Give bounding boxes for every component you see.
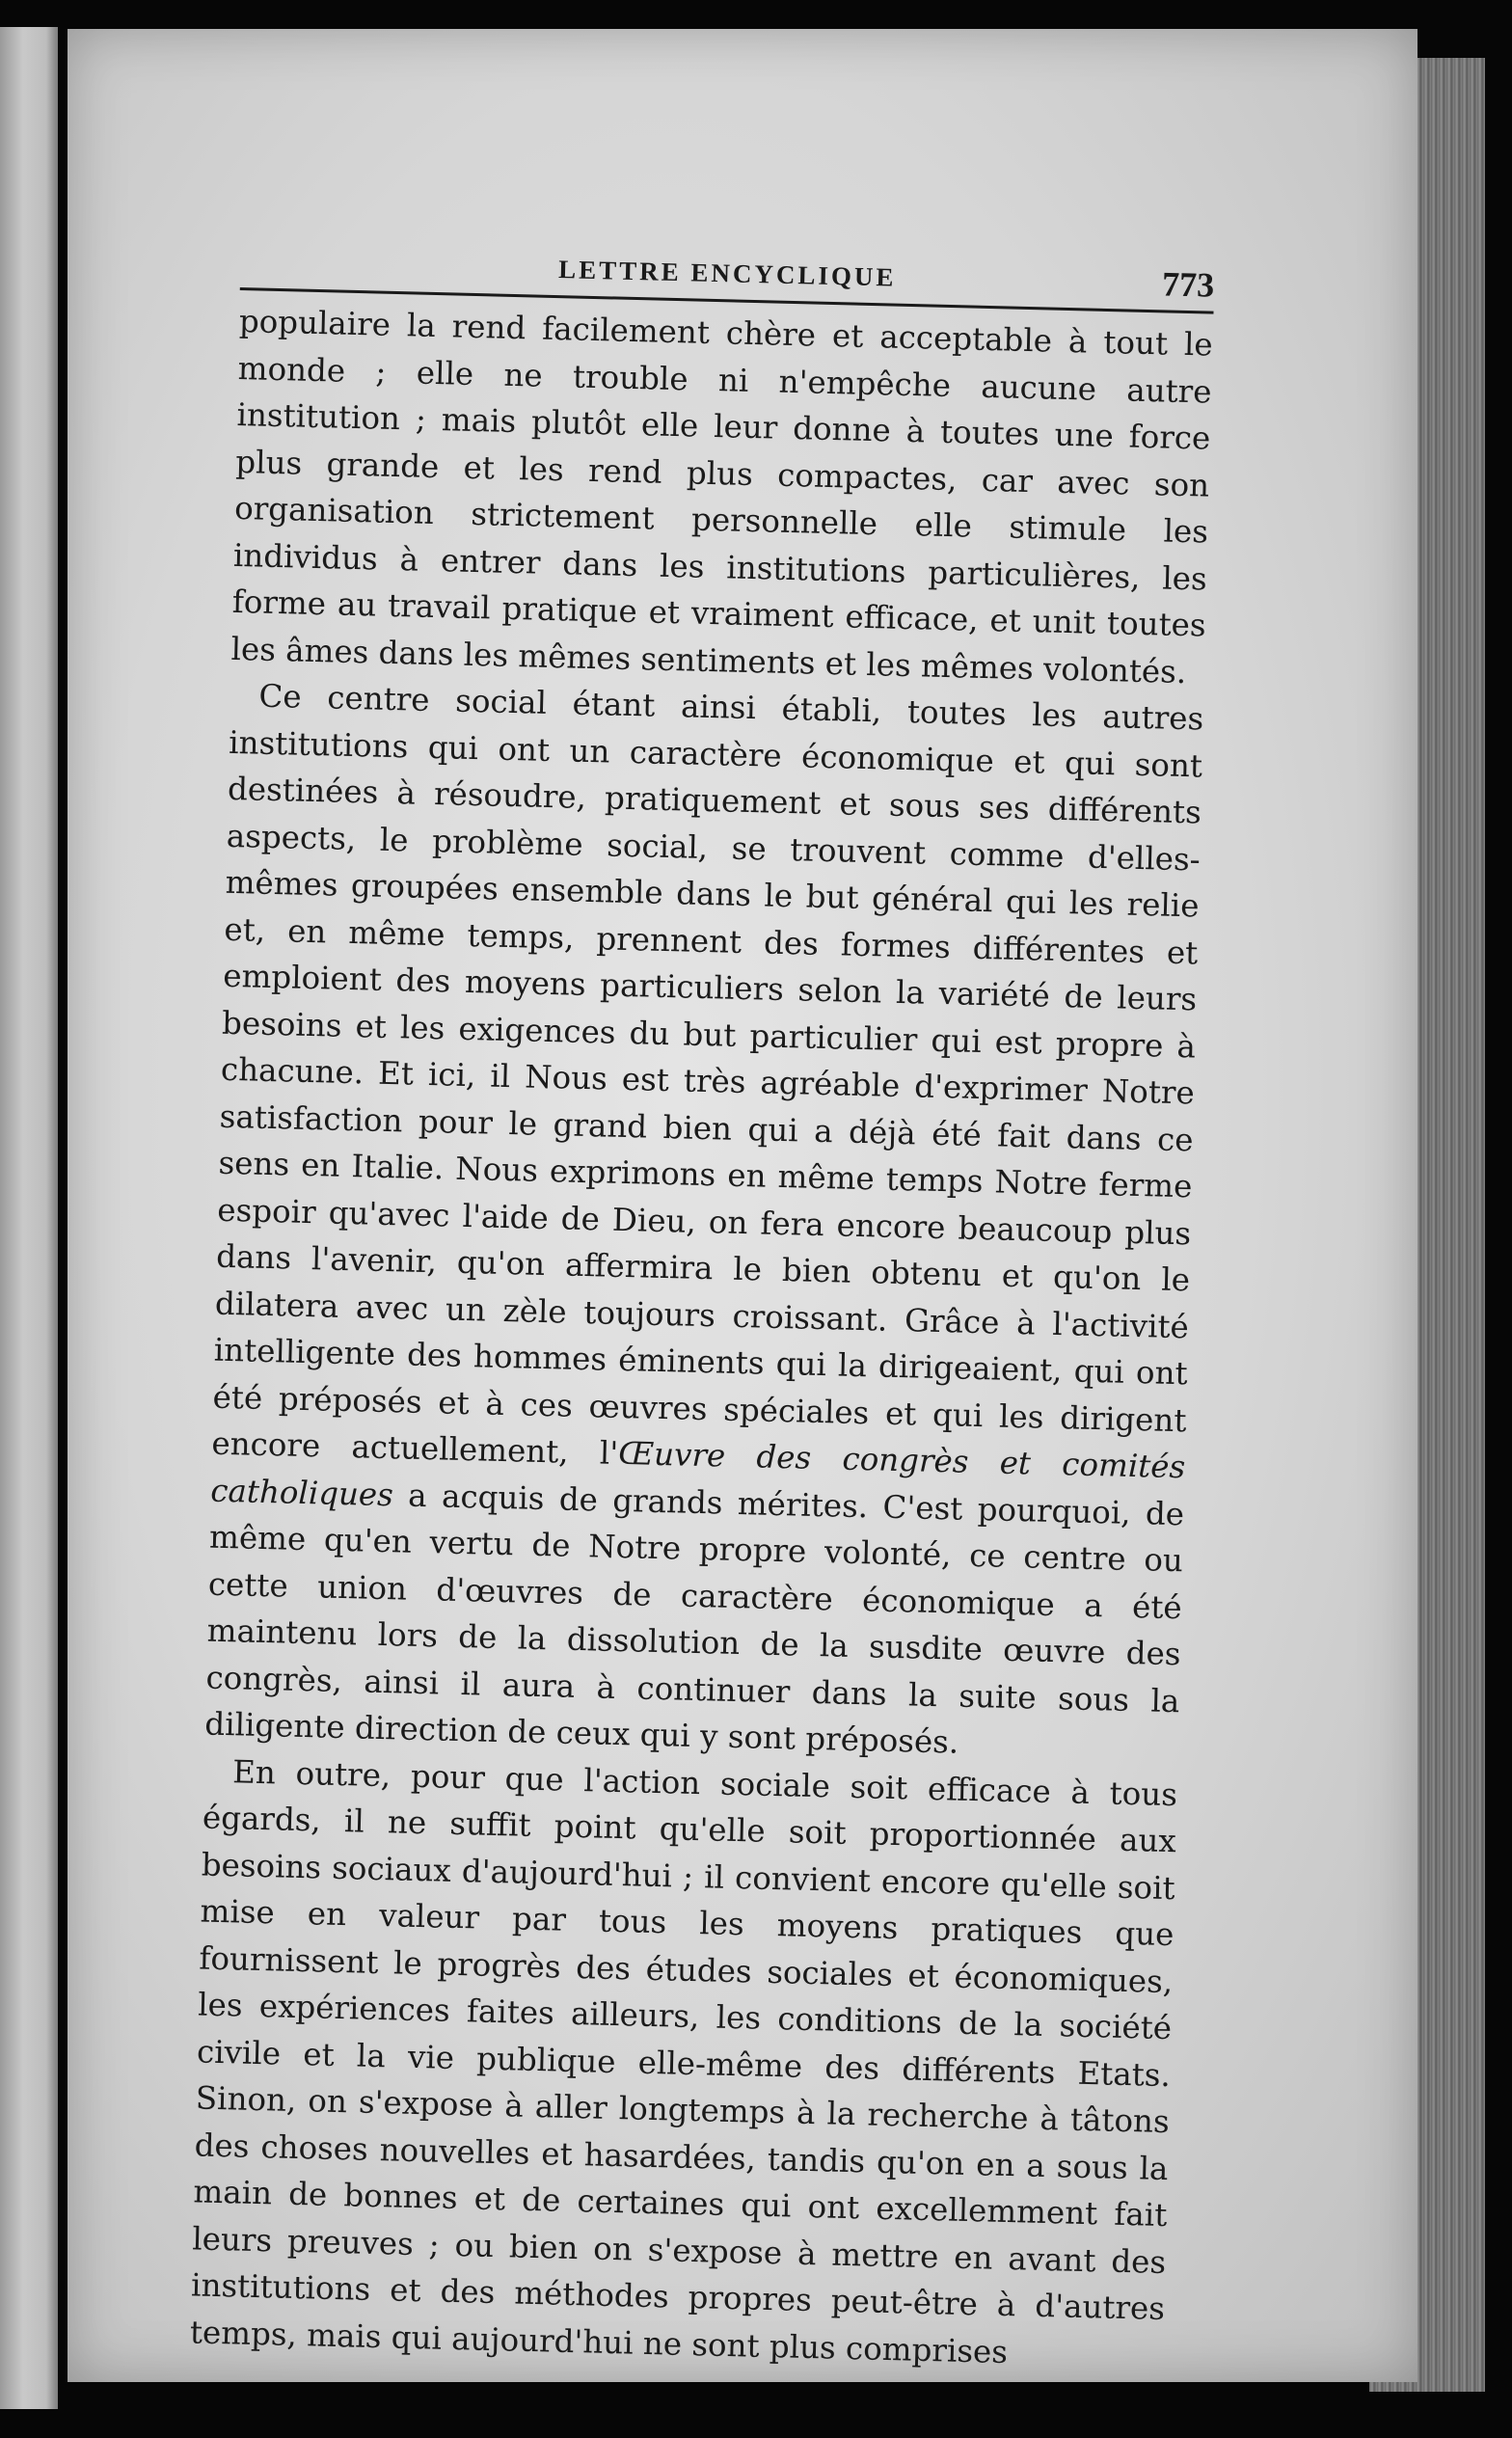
previous-page-edge (0, 27, 58, 2409)
paragraph-3-text: En outre, pour que l'action sociale soit efficace à tous égards, il ne suffit point qu'elle soit proportionnée aux besoins sociaux d'aujourd'hui ; il convient encore qu'elle soit mise en valeur par tous les moyens pratiques que fournissent le progrès des études sociales et économiques, les expériences faites ailleurs, les conditions de la société civile et la vie publique elle-même des différents Etats. Sinon, on s'expose à aller longtemps à la recherche à tâtons des choses nouvelles et hasardées, tandis qu'on en a sous la main de bonnes et de certaines qui ont excellemment fait leurs preuves ; ou bien on s'expose à mettre en avant des institutions et des méthodes propres peut-être à d'autres temps, mais qui aujourd'hui ne sont plus comprises (189, 1752, 1178, 2370)
paragraph-2-text: Ce centre social étant ainsi établi, toutes les autres institutions qui ont un caractère économique et qui sont destinées à résoudre, pratiquement et sous ses différents aspects, le problème social, se trouvent comme d'elles-mêmes groupées ensemble dans le but général qui les relie et, en même temps, prennent des formes différentes et emploient des moyens particuliers selon la variété de leurs besoins et les exigences du but particulier qui est propre à chacune. Et ici, il Nous est très agréable d'exprimer Notre satisfaction pour le grand bien qui a déjà été fait dans ce sens en Italie. Nous exprimons en même temps Notre ferme espoir qu'avec l'aide de Dieu, on fera encore beaucoup plus dans l'avenir, qu'on affermira le bien obtenu et qu'on le dilatera avec un zèle toujours croissant. Grâce à l'activité intelligente des hommes éminents qui la dirigeaient, qui ont été préposés et à ces œuvres spéciales et qui les dirigent encore actuellement, l' (211, 677, 1204, 1472)
body-text (189, 298, 1213, 2379)
work-title-italic: Œuvre des congrès et comités catholiques (209, 1434, 1186, 1513)
paragraph-en-outre (189, 1747, 1177, 2379)
paragraph-centre-social (204, 672, 1204, 1772)
running-title: LETTRE ENCYCLIQUE (557, 255, 897, 292)
page-content (189, 241, 1215, 2370)
page-number: 773 (1161, 264, 1215, 305)
paragraph-continuation (230, 298, 1213, 696)
paragraph-1-text: populaire la rend facilement chère et acceptable à tout le monde ; elle ne trouble ni n'empêche aucune autre institution ; mais plutôt elle leur donne à toutes une force plus grande et les rend plus compactes, car avec son organisation strictement personnelle elle stimule les individus à entrer dans les institutions particulières, les forme au travail pratique et vraiment efficace, et unit toutes les âmes dans les mêmes sentiments et les mêmes volontés. (230, 302, 1214, 691)
paragraph-2-text-after: a acquis de grands mérites. C'est pourquoi, de même qu'en vertu de Notre propre volonté, ce centre ou cette union d'œuvres de caractère économique a été maintenu lors de la dissolution de la susdite œuvre des congrès, ainsi il aura à continuer dans la suite sous la diligente direction de ceux qui y sont préposés. (203, 1476, 1185, 1761)
